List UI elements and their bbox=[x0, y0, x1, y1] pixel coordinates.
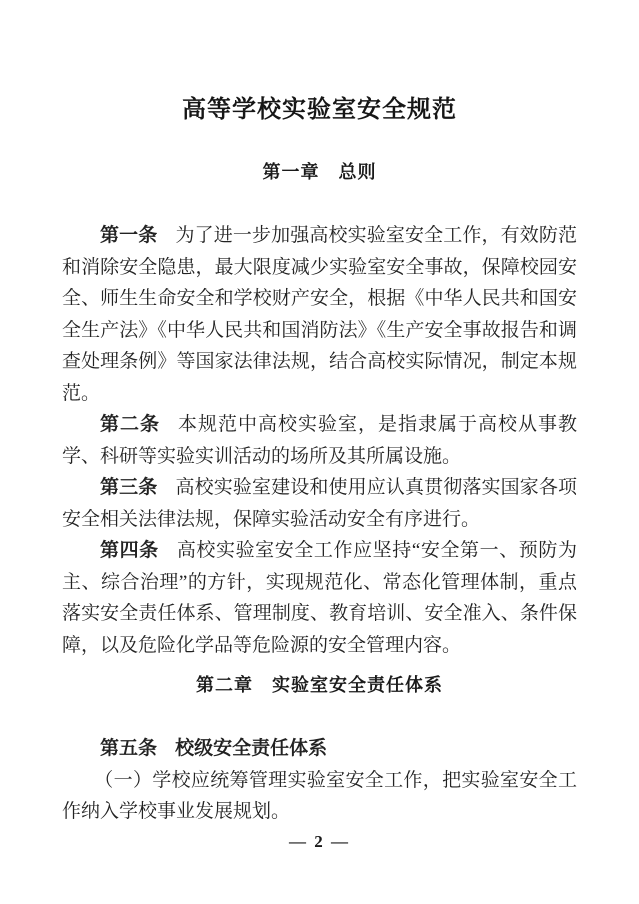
article-3-text: 高校实验室建设和使用应认真贯彻落实国家各项安全相关法律法规，保障实验活动安全有序进行。 bbox=[62, 477, 577, 530]
article-4 bbox=[62, 535, 577, 661]
article-5-label: 第五条 bbox=[100, 738, 158, 759]
chapter-2-heading: 第二章 实验室安全责任体系 bbox=[196, 675, 443, 695]
article-2-label: 第二条 bbox=[100, 414, 160, 435]
page-number: — 2 — bbox=[289, 831, 350, 851]
article-1-text: 为了进一步加强高校实验室安全工作，有效防范和消除安全隐患，最大限度减少实验室安全事故，保障校园安全、师生生命安全和学校财产安全，根据《中华人民共和国安全生产法》《中华人民共和国消防法》《生产安全事故报告和调查处理条例》等国家法律法规，结合高校实际情况，制定本规范。 bbox=[62, 225, 577, 404]
clause-1: （一）学校应统筹管理实验室安全工作，把实验室安全工作纳入学校事业发展规划。 bbox=[62, 769, 577, 822]
article-4-label: 第四条 bbox=[100, 540, 159, 561]
document-body bbox=[62, 220, 577, 828]
article-2 bbox=[62, 409, 577, 472]
document-title: 高等学校实验室安全规范 bbox=[182, 97, 457, 123]
article-3-label: 第三条 bbox=[100, 477, 158, 498]
article-5-text: 校级安全责任体系 bbox=[175, 738, 328, 759]
article-1-label: 第一条 bbox=[100, 225, 158, 246]
article-5 bbox=[62, 733, 577, 765]
article-1 bbox=[62, 220, 577, 409]
article-4-text: 高校实验室安全工作应坚持“安全第一、预防为主、综合治理”的方针，实现规范化、常态化管理体制，重点落实安全责任体系、管理制度、教育培训、安全准入、条件保障，以及危险化学品等危险源的安全管理内容。 bbox=[62, 540, 577, 656]
chapter-1-heading: 第一章 总则 bbox=[262, 162, 377, 182]
article-2-text: 本规范中高校实验室，是指隶属于高校从事教学、科研等实验实训活动的场所及其所属设施。 bbox=[62, 414, 577, 467]
article-3 bbox=[62, 472, 577, 535]
